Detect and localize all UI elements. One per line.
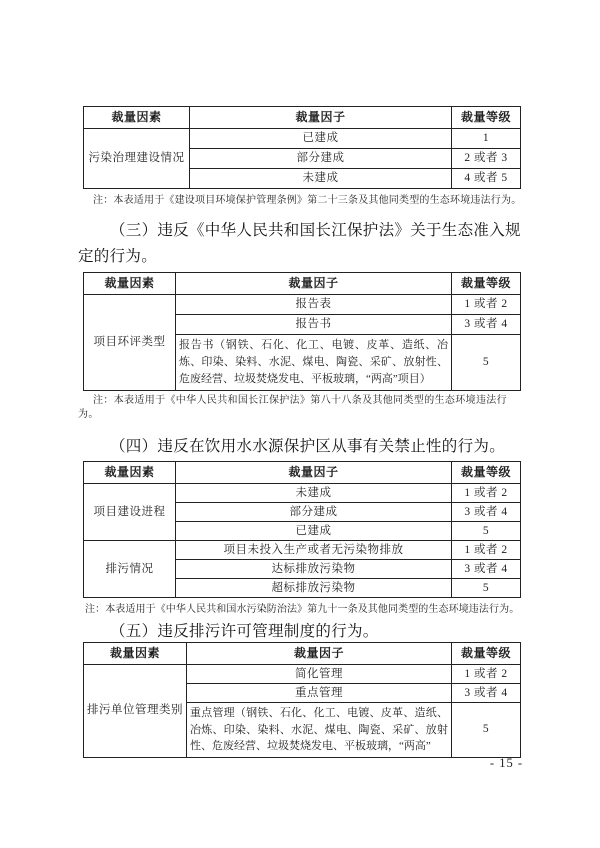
table-header-row	[84, 107, 521, 129]
sub-factor-cell: 已建成	[190, 129, 452, 149]
level-cell: 3 或者 4	[452, 503, 521, 522]
column-header-sub-factor: 裁量因子	[190, 107, 452, 129]
level-cell: 5	[452, 703, 521, 758]
factor-group-cell: 项目环评类型	[84, 295, 176, 391]
page-number: - 15 -	[489, 756, 523, 770]
sub-factor-cell: 已建成	[176, 522, 452, 541]
sub-factor-cell: 项目未投入生产或者无污染物排放	[176, 541, 452, 560]
column-header-factor: 裁量因素	[84, 107, 190, 129]
sub-factor-cell: 未建成	[176, 484, 452, 503]
level-cell: 5	[452, 522, 521, 541]
level-cell: 1 或者 2	[452, 295, 521, 315]
column-header-sub-factor: 裁量因子	[187, 643, 452, 665]
column-header-level: 裁量等级	[452, 462, 521, 484]
column-header-factor: 裁量因素	[84, 462, 176, 484]
table-row	[84, 484, 521, 503]
sub-factor-cell: 未建成	[190, 169, 452, 189]
table-row	[84, 541, 521, 560]
level-cell: 2 或者 3	[452, 149, 521, 169]
level-cell: 1 或者 2	[452, 484, 521, 503]
level-cell: 5	[452, 579, 521, 598]
column-header-sub-factor: 裁量因子	[176, 273, 452, 295]
sub-factor-cell: 报告书	[176, 315, 452, 335]
table-note-3: 注：本表适用于《中华人民共和国水污染防治法》第九十一条及其他同类型的生态环境违法行为。	[85, 604, 520, 615]
column-header-sub-factor: 裁量因子	[176, 462, 452, 484]
level-cell: 3 或者 4	[452, 684, 521, 703]
sub-factor-cell: 报告书（钢铁、石化、化工、电镀、皮革、造纸、冶炼、印染、染料、水泥、煤电、陶瓷、采矿、放射性、危废经营、垃圾焚烧发电、平板玻璃，“两高”项目）	[176, 335, 452, 391]
column-header-level: 裁量等级	[452, 643, 521, 665]
level-cell: 1	[452, 129, 521, 149]
factor-group-cell: 排污情况	[84, 541, 176, 598]
discretion-table-pollution-treatment	[83, 106, 521, 189]
column-header-factor: 裁量因素	[84, 273, 176, 295]
level-cell: 1 或者 2	[452, 541, 521, 560]
discretion-table-eia-type	[83, 272, 521, 391]
table-header-row	[84, 643, 521, 665]
section-heading-4: （四）违反在饮用水水源保护区从事有关禁止性的行为。	[110, 438, 506, 455]
table-row	[84, 295, 521, 315]
sub-factor-cell: 简化管理	[187, 665, 452, 684]
table-note-1: 注：本表适用于《建设项目环境保护管理条例》第二十三条及其他同类型的生态环境违法行为。	[93, 195, 522, 206]
sub-factor-cell: 报告表	[176, 295, 452, 315]
table-row	[84, 129, 521, 149]
level-cell: 3 或者 4	[452, 560, 521, 579]
sub-factor-cell: 部分建成	[176, 503, 452, 522]
level-cell: 5	[452, 335, 521, 391]
column-header-factor: 裁量因素	[84, 643, 187, 665]
level-cell: 3 或者 4	[452, 315, 521, 335]
discretion-table-permit-management	[83, 642, 521, 758]
sub-factor-cell: 重点管理	[187, 684, 452, 703]
sub-factor-cell: 达标排放污染物	[176, 560, 452, 579]
column-header-level: 裁量等级	[452, 107, 521, 129]
factor-group-cell: 排污单位管理类别	[84, 665, 187, 758]
table-row	[84, 665, 521, 684]
section-heading-3: （三）违反《中华人民共和国长江保护法》关于生态准入规定的行为。	[78, 222, 521, 265]
factor-group-cell: 污染治理建设情况	[84, 129, 190, 189]
discretion-table-drinking-water	[83, 461, 521, 598]
level-cell: 4 或者 5	[452, 169, 521, 189]
table-note-2: 注：本表适用于《中华人民共和国长江保护法》第八十八条及其他同类型的生态环境违法行为。	[78, 395, 507, 420]
level-cell: 1 或者 2	[452, 665, 521, 684]
table-header-row	[84, 273, 521, 295]
sub-factor-cell: 重点管理（钢铁、石化、化工、电镀、皮革、造纸、冶炼、印染、染料、水泥、煤电、陶瓷、采矿、放射性、危废经营、垃圾焚烧发电、平板玻璃，“两高”	[187, 703, 452, 758]
table-header-row	[84, 462, 521, 484]
column-header-level: 裁量等级	[452, 273, 521, 295]
sub-factor-cell: 部分建成	[190, 149, 452, 169]
sub-factor-cell: 超标排放污染物	[176, 579, 452, 598]
factor-group-cell: 项目建设进程	[84, 484, 176, 541]
section-heading-5: （五）违反排污许可管理制度的行为。	[110, 623, 379, 640]
